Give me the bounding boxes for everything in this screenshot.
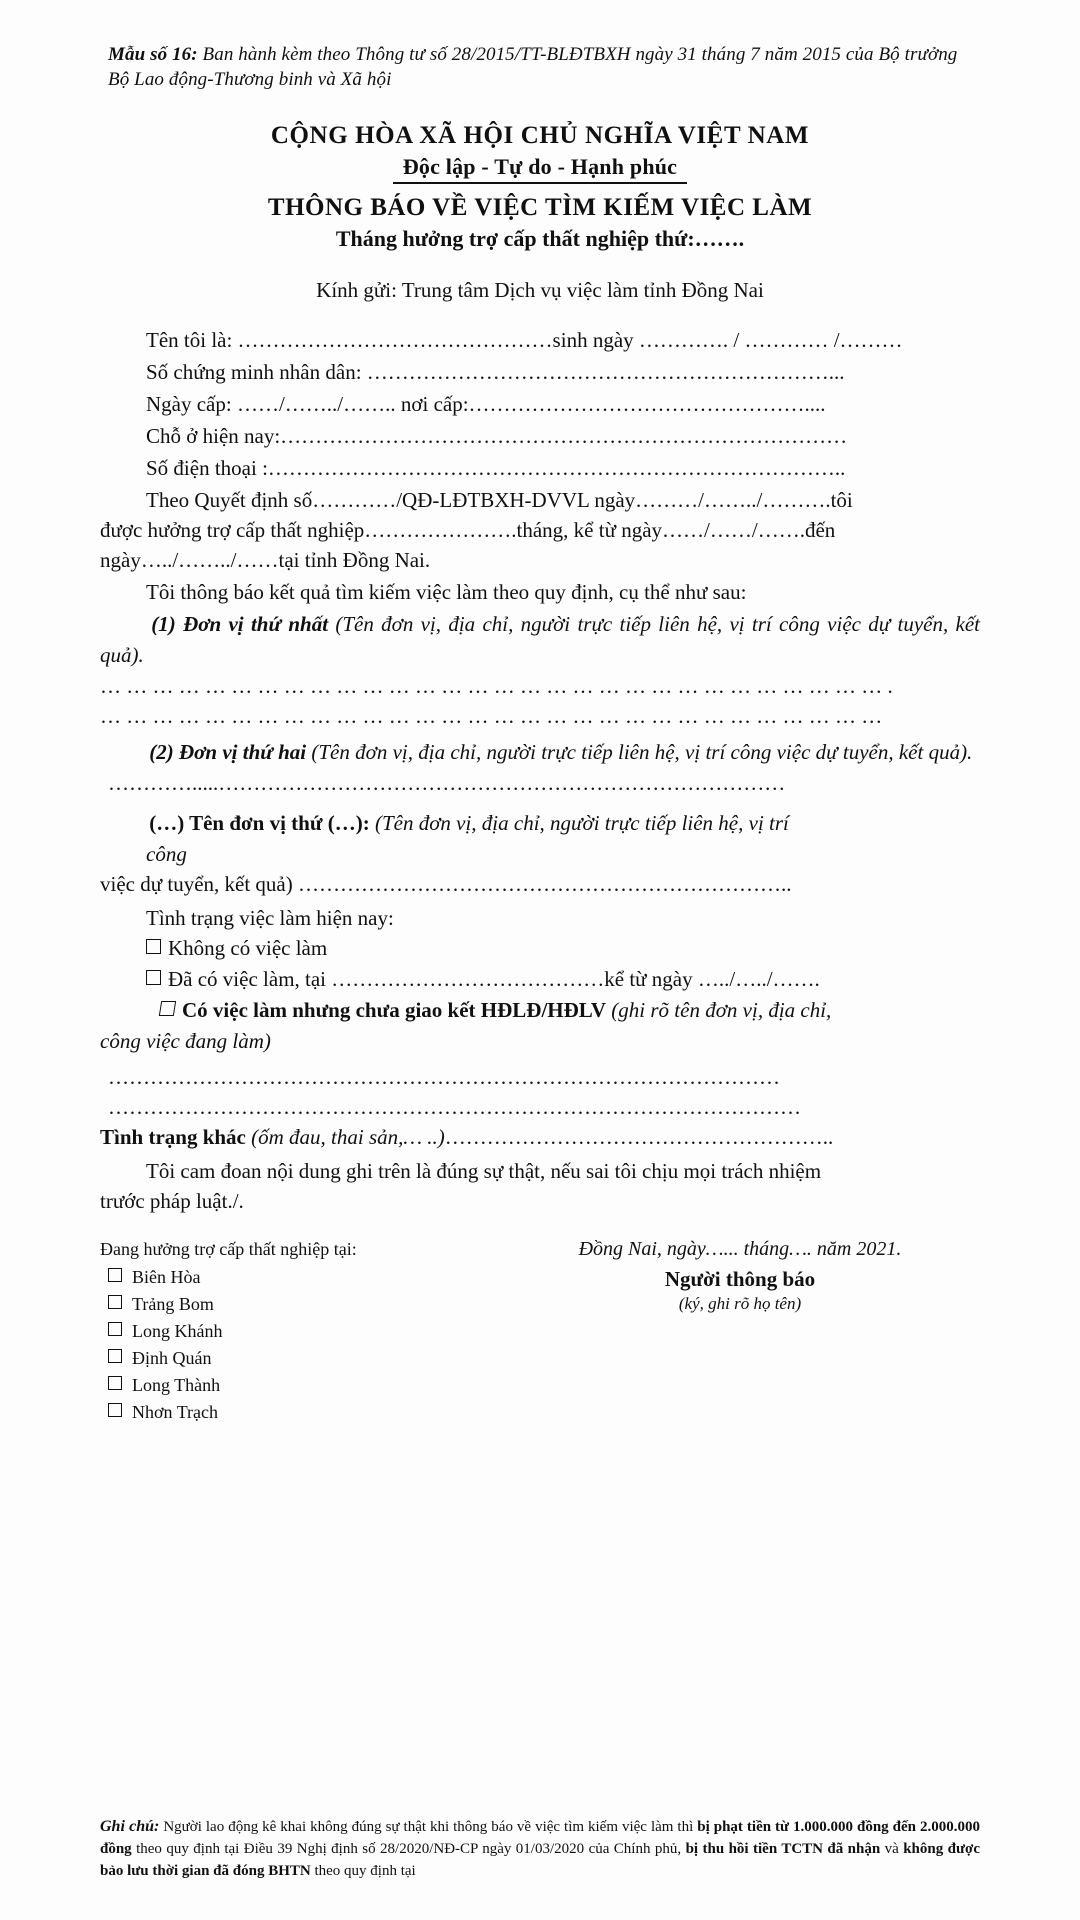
checkbox-icon[interactable] (108, 1403, 122, 1417)
unit-1-block (100, 609, 980, 671)
unit-n-label: (…) Tên đơn vị thứ (…): (149, 811, 370, 835)
footer-block (100, 1236, 980, 1426)
unit-1-fill-line-1[interactable]: … … … … … … … … … … … … … … … … … … … … … … … … … … … … … … . (100, 674, 893, 698)
checkbox-icon[interactable] (108, 1268, 122, 1282)
status-option-has-job-label: Đã có việc làm, tại (168, 967, 332, 991)
checkbox-icon[interactable] (108, 1349, 122, 1363)
status-option-has-job[interactable] (100, 964, 980, 995)
district-item-bien-hoa[interactable] (100, 1264, 500, 1291)
field-phone-number[interactable]: Số điện thoại :……………………………………………………………………….. (146, 456, 846, 480)
unit-n-block (100, 808, 980, 839)
note-part-2: theo quy định tại Điều 39 Nghị định số 28/2020/NĐ-CP ngày 01/03/2020 của Chính phủ, (131, 1841, 686, 1857)
district-item-dinh-quan[interactable] (100, 1345, 500, 1372)
district-item-long-khanh[interactable] (100, 1318, 500, 1345)
signer-note: (ký, ghi rõ họ tên) (678, 1294, 802, 1313)
unit-1-hint: (Tên đơn vị, địa chỉ, người trực tiếp liên hệ, vị trí công việc dự tuyển, kết quả). (100, 612, 980, 667)
status-fill-line-2[interactable]: ……………………………………………………………………………………… (108, 1095, 801, 1119)
unit-n-fill-line[interactable]: việc dự tuyển, kết quả) …………………………………………………………….. (100, 872, 792, 896)
status-other-fill[interactable]: ……………………………………………….. (444, 1125, 834, 1149)
decision-line-2[interactable]: được hưởng trợ cấp thất nghiệp………………….tháng, kể từ ngày……/……/…….đến (100, 518, 836, 542)
form-reference-text: Ban hành kèm theo Thông tư số 28/2015/TT-BLĐTBXH ngày 31 tháng 7 năm 2015 của Bộ trưởng Bộ Lao động-Thương binh và Xã hội (108, 44, 958, 90)
document-subtitle: Tháng hưởng trợ cấp thất nghiệp thứ:……. (335, 226, 745, 251)
status-option-no-contract-continuation: công việc đang làm) (100, 1029, 271, 1053)
page-title: THÔNG BÁO VỀ VIỆC TÌM KIẾM VIỆC LÀM (267, 194, 813, 221)
footer-note (100, 1816, 980, 1882)
unit-n-continuation: công (146, 842, 187, 866)
note-bold-2: bị thu hồi tiền TCTN đã nhận (685, 1841, 881, 1857)
national-motto: Độc lập - Tự do - Hạnh phúc (393, 154, 687, 184)
checkbox-icon[interactable] (146, 939, 161, 954)
report-intro: Tôi thông báo kết quả tìm kiếm việc làm theo quy định, cụ thể như sau: (146, 580, 747, 604)
status-heading: Tình trạng việc làm hiện nay: (146, 906, 394, 930)
form-reference (108, 42, 980, 92)
unit-2-fill-line[interactable]: ………….....……………………………………………………………………… (108, 771, 786, 795)
note-bold-1: bị phạt tiền từ 1.000.000 đồng đến 2.000.000 đồng (100, 1819, 980, 1857)
status-option-no-job-label: Không có việc làm (168, 936, 328, 960)
unit-1-fill-line-2[interactable]: … … … … … … … … … … … … … … … … … … … … … … … … … … … … … … (100, 704, 883, 728)
status-other-row[interactable] (100, 1122, 980, 1152)
decision-line-1[interactable]: Theo Quyết định số…………/QĐ-LĐTBXH-DVVL ngày………/……../……….tôi (146, 488, 853, 512)
checkbox-icon[interactable] (146, 970, 161, 985)
note-part-3: và (880, 1841, 904, 1857)
signer-title: Người thông báo (664, 1267, 816, 1291)
recipient-line: Kính gửi: Trung tâm Dịch vụ việc làm tỉnh Đồng Nai (316, 278, 764, 302)
checkbox-icon[interactable] (159, 1001, 176, 1016)
commitment-line-2: trước pháp luật./. (100, 1189, 244, 1213)
status-other-hint: (ốm đau, thai sản,… ..) (245, 1125, 445, 1149)
decision-line-3[interactable]: ngày…../……../……tại tỉnh Đồng Nai. (100, 548, 431, 572)
status-other-label: Tình trạng khác (100, 1125, 246, 1149)
field-full-name[interactable]: Tên tôi là: ………………………………………sinh ngày …………. / ………… /……… (146, 328, 903, 352)
status-option-no-job[interactable] (100, 933, 980, 964)
status-option-has-job-fill[interactable]: …………………………………kể từ ngày …../…../……. (331, 967, 820, 991)
form-reference-label: Mẫu số 16: (108, 44, 198, 65)
status-option-no-contract-label: Có việc làm nhưng chưa giao kết HĐLĐ/HĐLV (182, 998, 607, 1022)
note-label: Ghi chú: (100, 1818, 160, 1835)
place-and-date[interactable]: Đồng Nai, ngày…... tháng…. năm 2021. (578, 1238, 902, 1260)
checkbox-icon[interactable] (108, 1322, 122, 1336)
district-label: Biên Hòa (132, 1267, 201, 1287)
status-option-no-contract-hint: (ghi rõ tên đơn vị, địa chỉ, (606, 998, 832, 1022)
checkbox-icon[interactable] (108, 1376, 122, 1390)
status-fill-line-1[interactable]: …………………………………………………………………………………… (108, 1065, 780, 1089)
district-label: Long Khánh (132, 1321, 223, 1341)
checkbox-icon[interactable] (108, 1295, 122, 1309)
unit-2-hint: (Tên đơn vị, địa chỉ, người trực tiếp liên hệ, vị trí công việc dự tuyển, kết quả). (306, 740, 973, 764)
unit-2-label: (2) Đơn vị thứ hai (149, 740, 307, 764)
note-part-4: theo quy định tại (310, 1863, 416, 1879)
unit-1-label: (1) Đơn vị thứ nhất (151, 612, 329, 636)
district-item-trang-bom[interactable] (100, 1291, 500, 1318)
district-item-nhon-trach[interactable] (100, 1399, 500, 1426)
signature-column (500, 1236, 980, 1426)
note-part-1: Người lao động kê khai không đúng sự thật khi thông báo về việc tìm kiếm việc làm thì (159, 1819, 698, 1835)
districts-heading: Đang hưởng trợ cấp thất nghiệp tại: (100, 1239, 357, 1259)
note-bold-3: không được bảo lưu thời gian đã đóng BHTN (100, 1841, 980, 1879)
field-issue-date-place[interactable]: Ngày cấp: ……/……../…….. nơi cấp:………………………………………….... (146, 392, 826, 416)
national-heading: CỘNG HÒA XÃ HỘI CHỦ NGHĨA VIỆT NAM (270, 122, 810, 149)
district-label: Định Quán (132, 1348, 212, 1368)
unit-2-block (100, 737, 980, 768)
unit-n-hint: (Tên đơn vị, địa chỉ, người trực tiếp liên hệ, vị trí (369, 811, 789, 835)
district-label: Nhơn Trạch (132, 1402, 219, 1422)
district-label: Long Thành (132, 1375, 221, 1395)
field-current-address[interactable]: Chỗ ở hiện nay:……………………………………………………………………… (146, 424, 848, 448)
motto-container (100, 154, 980, 184)
commitment-line-1: Tôi cam đoan nội dung ghi trên là đúng sự thật, nếu sai tôi chịu mọi trách nhiệm (146, 1159, 822, 1183)
district-label: Trảng Bom (132, 1294, 214, 1314)
field-id-number[interactable]: Số chứng minh nhân dân: …………………………………………………………... (146, 360, 845, 384)
status-option-no-contract[interactable] (100, 995, 980, 1026)
district-item-long-thanh[interactable] (100, 1372, 500, 1399)
districts-column (100, 1236, 500, 1426)
